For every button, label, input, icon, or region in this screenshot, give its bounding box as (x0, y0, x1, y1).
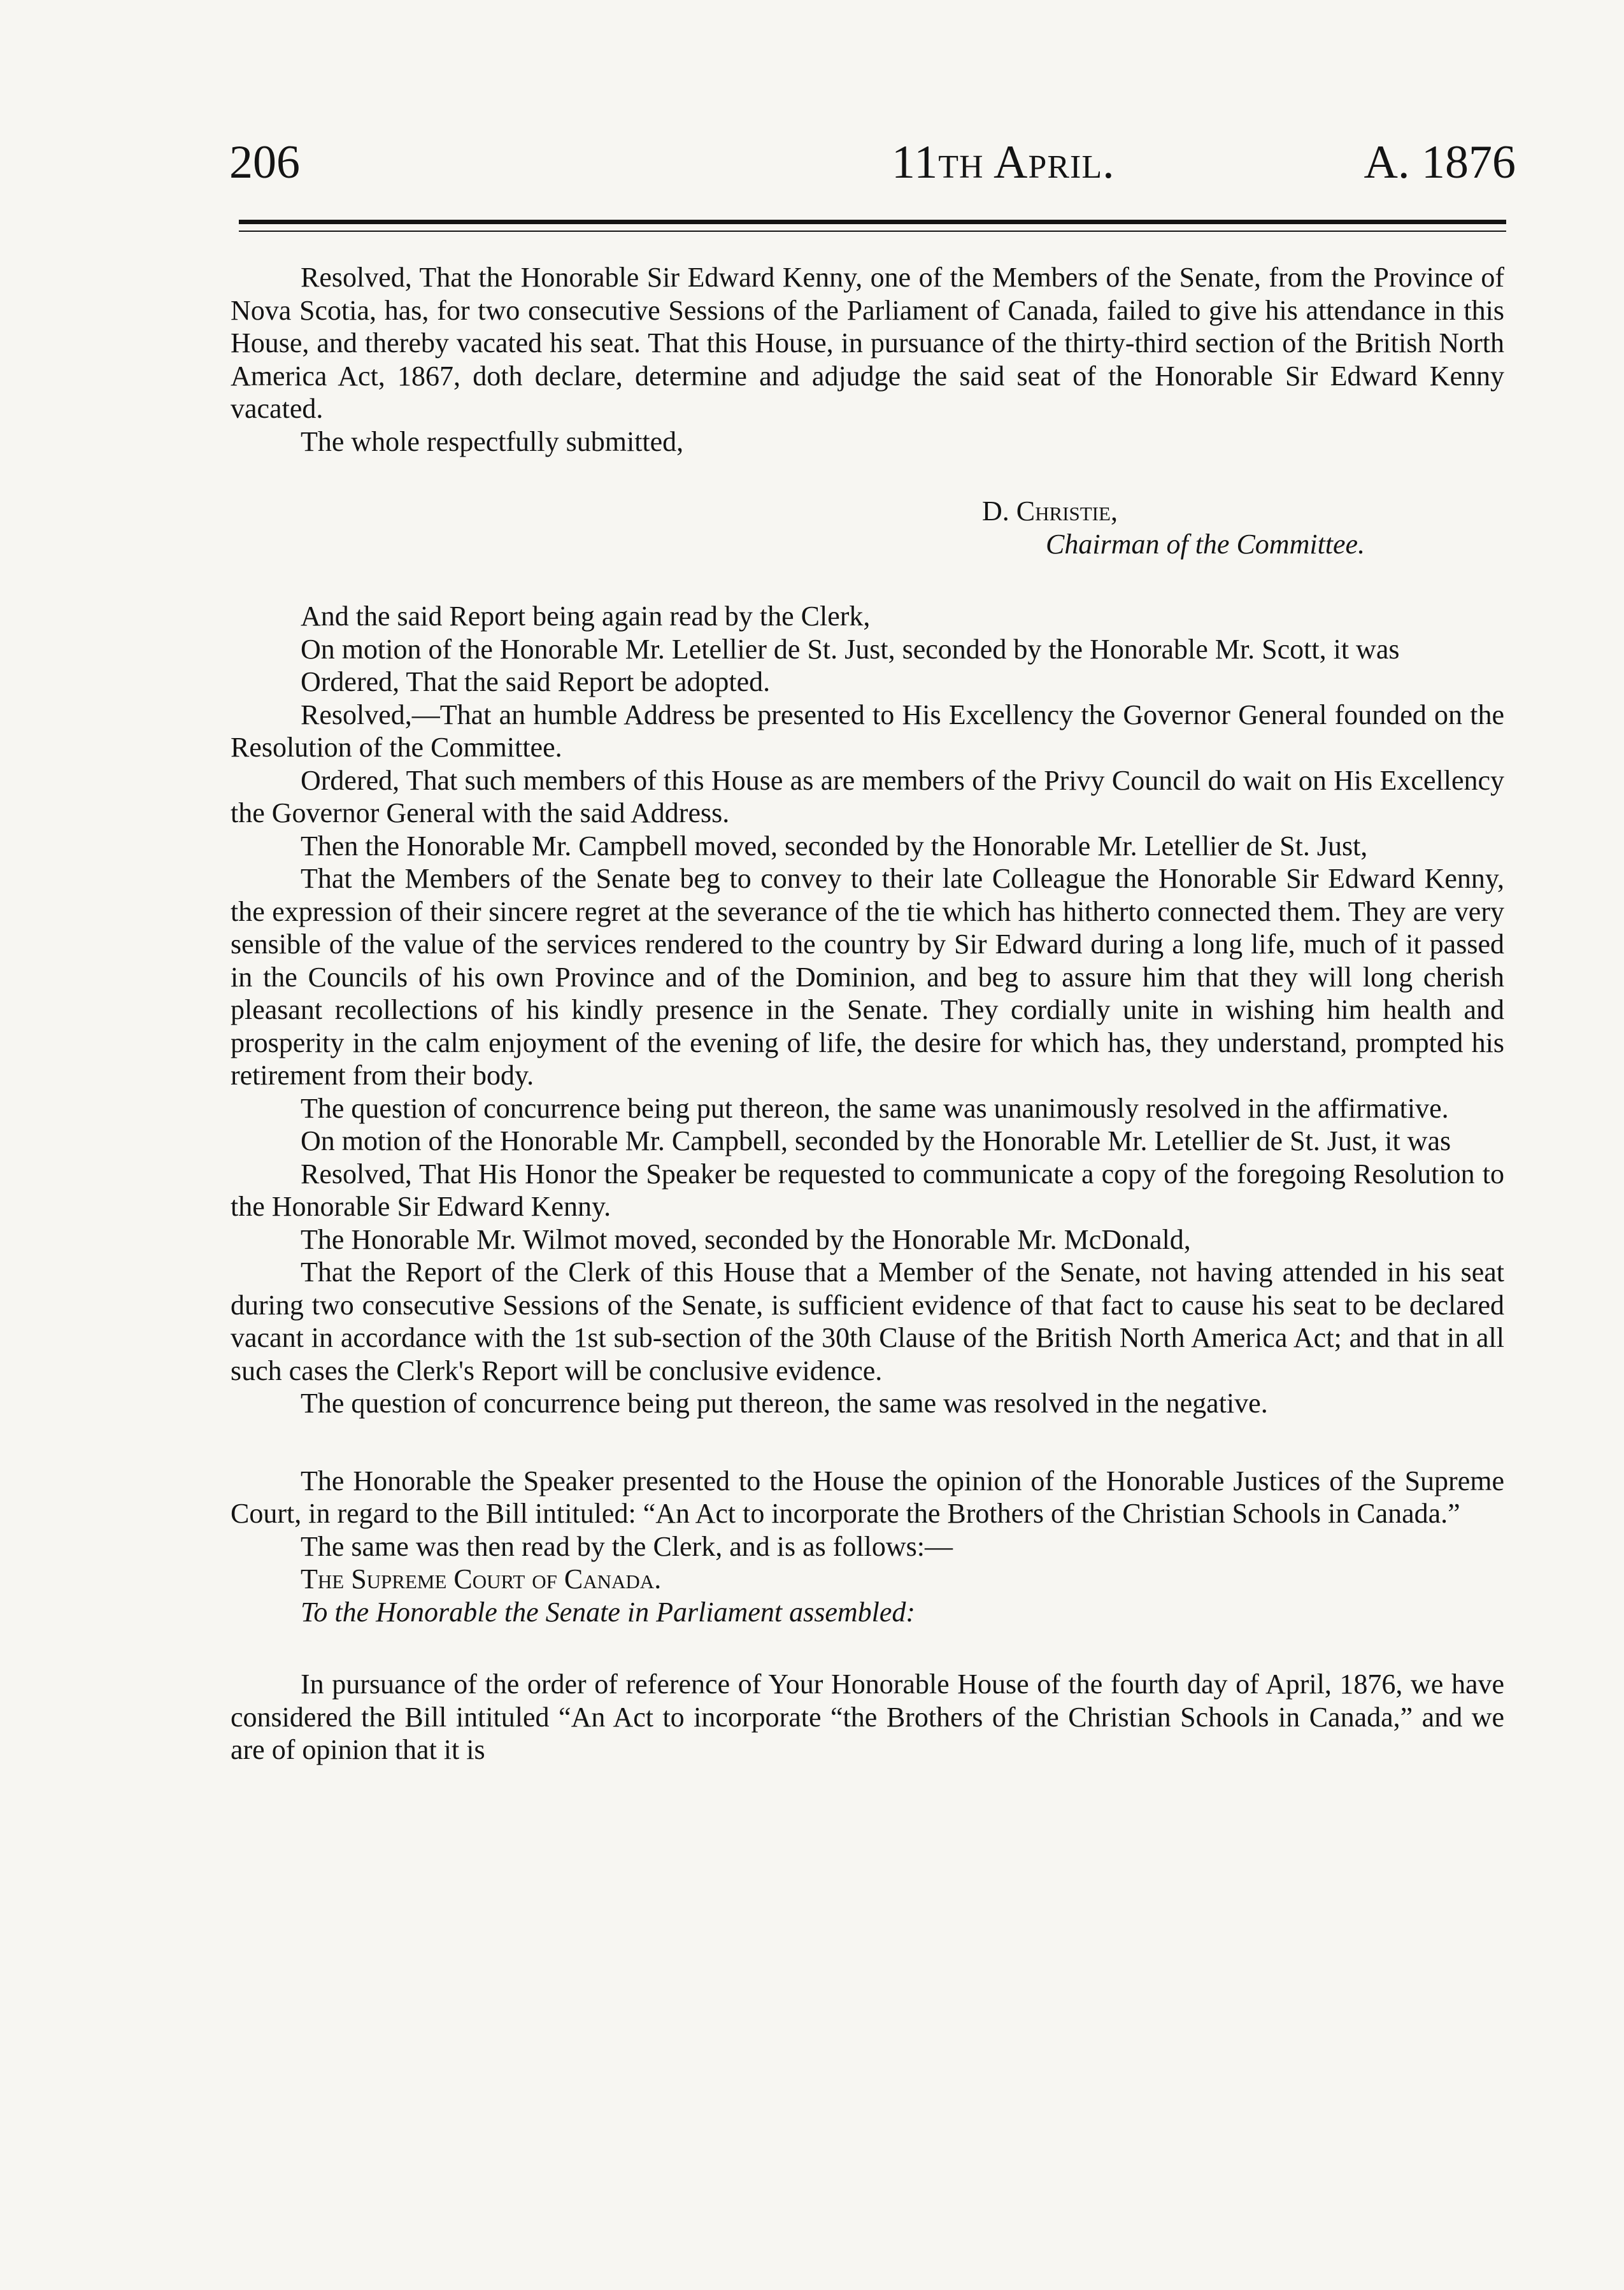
paragraph-speaker-presented: The Honorable the Speaker presented to the House the opinion of the Honorable Justices of the Supreme Court, in regard to the Bill intituled: “An Act to incorporate the Brothers of the Christian Schools in Canada.” (231, 1465, 1504, 1529)
paragraph-clerk-report: That the Report of the Clerk of this House that a Member of the Senate, not having attended in his seat during two consecutive Sessions of the Senate, is sufficient evidence of that fact to cause his seat to be declared vacant in accordance with the 1st sub-section of the 30th Clause of the British North America Act; and that in all such cases the Clerk's Report will be conclusive evidence. (231, 1256, 1504, 1386)
paragraph-concurrence-affirmative: The question of concurrence being put thereon, the same was unanimously resolved in the affirmative. (301, 1092, 1449, 1124)
header-date: 11th April. (892, 136, 1115, 188)
signature-name: D. Christie, (982, 495, 1118, 527)
paragraph-resolved-address: Resolved,—That an humble Address be presented to His Excellency the Governor General founded on the Resolution of the Committee. (231, 699, 1504, 763)
paragraph-pursuance: In pursuance of the order of reference of Your Honorable House of the fourth day of April, 1876, we have considered the Bill intituled “An Act to incorporate “the Brothers of the Christian Schools in Canada,” and we are of opinion that it is (231, 1668, 1504, 1765)
paragraph-submitted: The whole respectfully submitted, (301, 425, 684, 457)
paragraph-ordered-privy: Ordered, That such members of this House as are members of the Privy Council do wait on His Excellency the Governor General with the said Address. (231, 764, 1504, 829)
paragraph-motion-campbell: On motion of the Honorable Mr. Campbell, seconded by the Honorable Mr. Letellier de St. Just, it was (301, 1125, 1451, 1156)
paragraph-campbell-moved: Then the Honorable Mr. Campbell moved, seconded by the Honorable Mr. Letellier de St. Just, (301, 830, 1368, 862)
paragraph-motion-letellier: On motion of the Honorable Mr. Letellier de St. Just, seconded by the Honorable Mr. Scott, it was (301, 633, 1400, 665)
header-rule-thin (239, 231, 1506, 232)
court-heading: The Supreme Court of Canada. (301, 1563, 662, 1595)
paragraph-concurrence-negative: The question of concurrence being put thereon, the same was resolved in the negative. (301, 1388, 1268, 1419)
address-line: To the Honorable the Senate in Parliament assembled: (301, 1596, 916, 1628)
paragraph-members-regret: That the Members of the Senate beg to convey to their late Colleague the Honorable Sir Edward Kenny, the expression of their sincere regret at the severance of the tie which has hitherto connected them. They are very sensible of the value of the services rendered to the country by Sir Edward during a long life, much of it passed in the Councils of his own Province and of the Dominion, and beg to assure him that they will long cherish pleasant recollections of his kindly presence in the Senate. They cordially unite in wishing him health and prosperity in the calm enjoyment of the evening of life, the desire for which has, they understand, prompted his retirement from their body. (231, 863, 1504, 1091)
page-body (231, 261, 1504, 1767)
paragraph-report-read: And the said Report being again read by the Clerk, (301, 601, 871, 632)
signature-title: Chairman of the Committee. (1046, 528, 1365, 560)
paragraph-wilmot-moved: The Honorable Mr. Wilmot moved, seconded by the Honorable Mr. McDonald, (301, 1223, 1191, 1255)
signature-block (982, 495, 1504, 560)
header-rule-thick (239, 220, 1506, 224)
paragraph-ordered-adopted: Ordered, That the said Report be adopted. (301, 666, 771, 697)
page-number: 206 (229, 136, 300, 188)
paragraph-resolved-speaker: Resolved, That His Honor the Speaker be requested to communicate a copy of the foregoing Resolution to the Honorable Sir Edward Kenny. (231, 1158, 1504, 1222)
paragraph-read-as-follows: The same was then read by the Clerk, and is as follows:— (301, 1530, 953, 1562)
header-year: A. 1876 (1364, 136, 1516, 188)
paragraph-resolved-kenny: Resolved, That the Honorable Sir Edward Kenny, one of the Members of the Senate, from the Province of Nova Scotia, has, for two consecutive Sessions of the Parliament of Canada, failed to give his attendance in this House, and thereby vacated his seat. That this House, in pursuance of the thirty-third section of the British North America Act, 1867, doth declare, determine and adjudge the said seat of the Honorable Sir Edward Kenny vacated. (231, 262, 1504, 424)
page-header (229, 131, 1516, 201)
